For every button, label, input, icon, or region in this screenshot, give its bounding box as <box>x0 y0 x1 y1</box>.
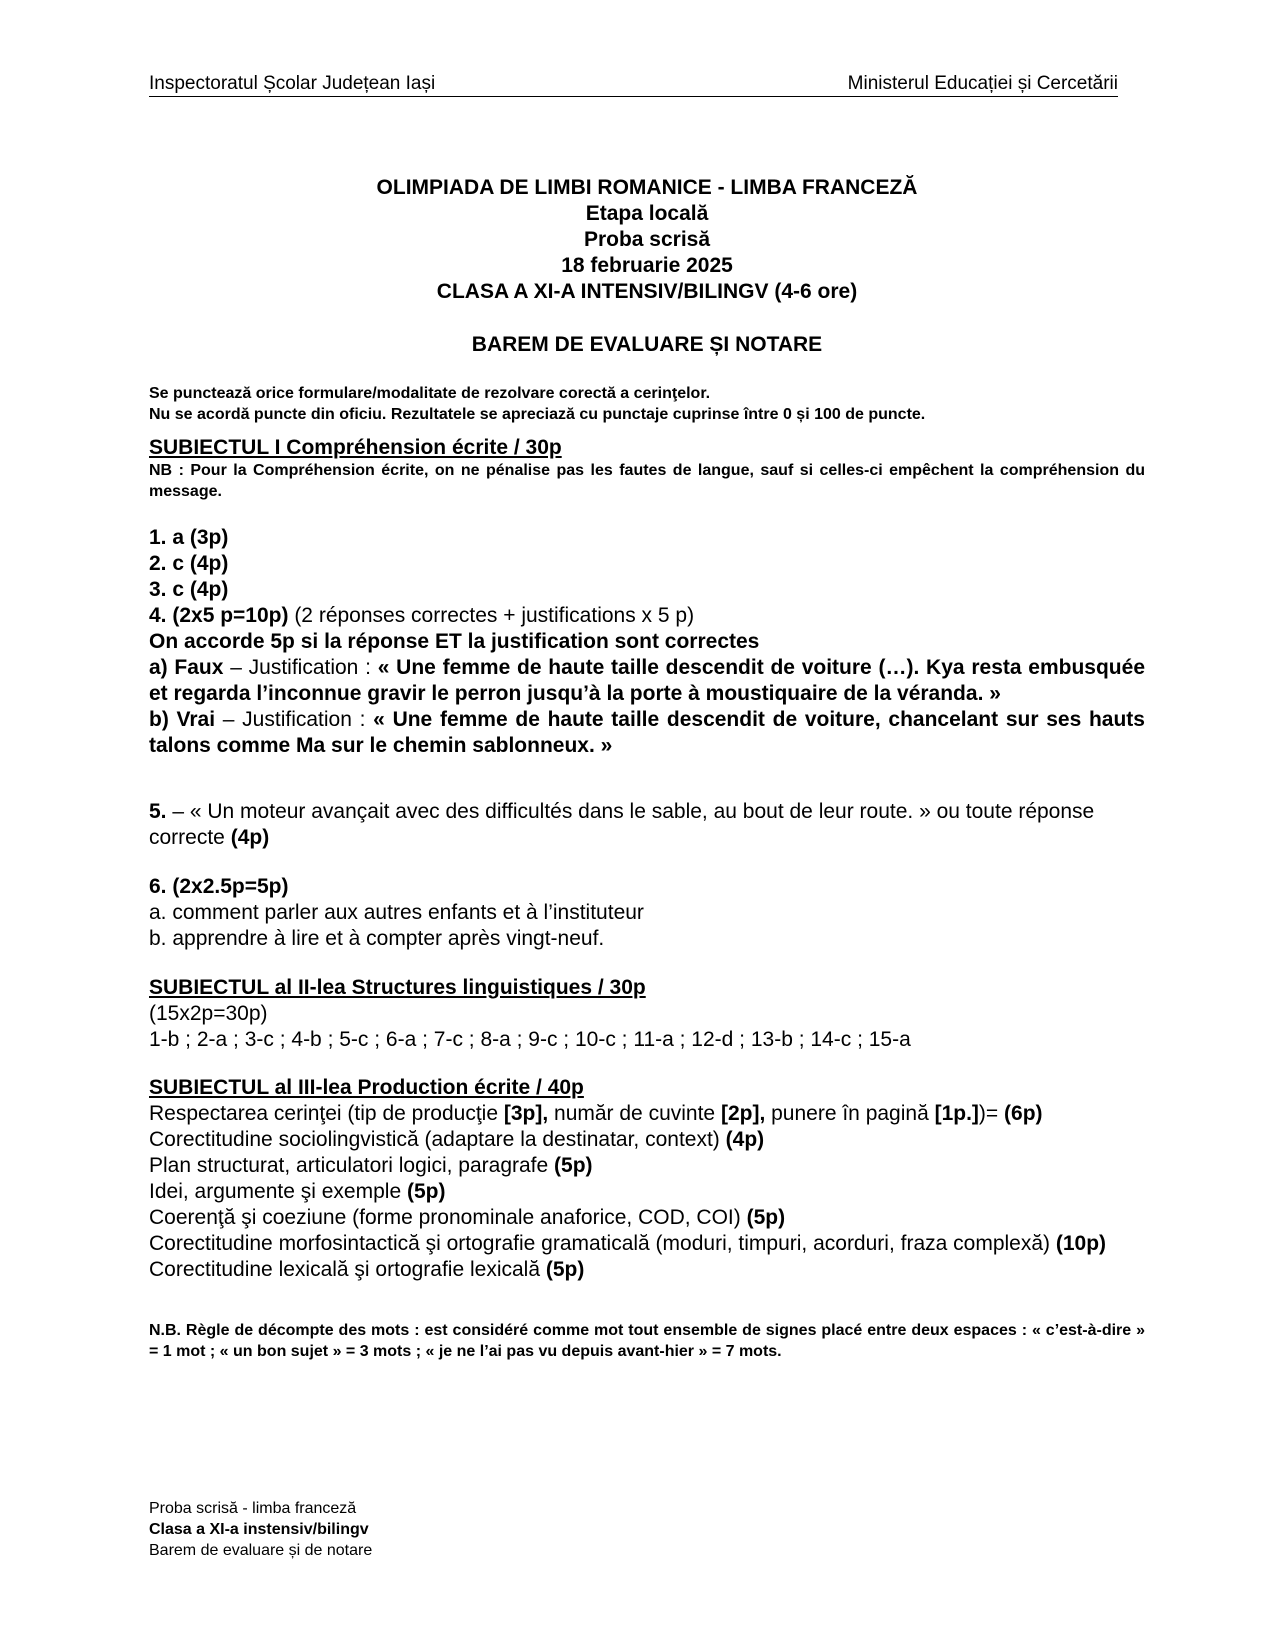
answer-5: 5. – « Un moteur avançait avec des difficultés dans le sable, au bout de leur route. » ou toute réponse correcte (4p) <box>149 800 1095 849</box>
subject-2-points: (15x2p=30p) <box>149 1002 268 1025</box>
barem-title: BAREM DE EVALUARE ȘI NOTARE <box>471 333 823 356</box>
criterion-4: Idei, argumente şi exemple (5p) <box>149 1180 446 1203</box>
page-header <box>149 74 1118 97</box>
answer-6 <box>149 874 1145 952</box>
header-right: Ministerul Educației și Cercetării <box>847 73 1118 94</box>
subject-3 <box>149 1075 1145 1283</box>
answer-2: 2. c (4p) <box>149 552 229 575</box>
note-line-1: Se punctează orice formulare/modalitate de rezolvare corectă a cerinţelor. <box>149 385 711 402</box>
subject-1-title: SUBIECTUL I Compréhension écrite / 30p <box>149 436 562 459</box>
answer-6a: a. comment parler aux autres enfants et à l’instituteur <box>149 901 644 924</box>
answer-4-note: On accorde 5p si la réponse ET la justification sont correctes <box>149 630 760 653</box>
title-line-3: Proba scrisă <box>583 228 711 251</box>
answer-3: 3. c (4p) <box>149 578 229 601</box>
answer-4b: b) Vrai – Justification : « Une femme de haute taille descendit de voiture, chancelant sur ses hauts talons comme Ma sur le chemin sablonneux. » <box>149 708 1145 757</box>
answer-6-title: 6. (2x2.5p=5p) <box>149 875 289 898</box>
subject-1 <box>149 436 1145 502</box>
subject-2 <box>149 975 1145 1053</box>
criterion-7: Corectitudine lexicală şi ortografie lexicală (5p) <box>149 1258 585 1281</box>
subject-2-title: SUBIECTUL al II-lea Structures linguistiques / 30p <box>149 976 646 999</box>
criterion-2: Corectitudine sociolingvistică (adaptare la destinatar, context) (4p) <box>149 1128 765 1151</box>
subject-3-title: SUBIECTUL al III-lea Production écrite / 40p <box>149 1076 584 1099</box>
title-line-2: Etapa locală <box>585 202 709 225</box>
header-left: Inspectoratul Școlar Județean Iași <box>149 73 436 94</box>
footer-line-1: Proba scrisă - limba franceză <box>149 1500 357 1517</box>
criterion-5: Coerenţă şi coeziune (forme pronominale anaforice, COD, COI) (5p) <box>149 1206 786 1229</box>
answer-1: 1. a (3p) <box>149 526 229 549</box>
footer-line-3: Barem de evaluare și de notare <box>149 1542 373 1559</box>
criterion-1: Respectarea cerinţei (tip de producţie [3p], număr de cuvinte [2p], punere în pagină [1p.])= (6p) <box>149 1102 1043 1125</box>
title-line-5: CLASA A XI-A INTENSIV/BILINGV (4-6 ore) <box>436 280 858 303</box>
document-title <box>149 175 1145 305</box>
title-line-1: OLIMPIADA DE LIMBI ROMANICE - LIMBA FRANCEZĂ <box>376 176 918 199</box>
page-footer <box>149 1498 372 1561</box>
subject-1-nb: NB : Pour la Compréhension écrite, on ne pénalise pas les fautes de langue, sauf si celles-ci empêchent la compréhension du message. <box>149 462 1145 500</box>
criterion-3: Plan structurat, articulatori logici, paragrafe (5p) <box>149 1154 593 1177</box>
subject-2-answers: 1-b ; 2-a ; 3-c ; 4-b ; 5-c ; 6-a ; 7-c ; 8-a ; 9-c ; 10-c ; 11-a ; 12-d ; 13-b ; 14-c ; 15-a <box>149 1028 911 1051</box>
footer-line-2: Clasa a XI-a instensiv/bilingv <box>149 1521 369 1538</box>
answer-4a: a) Faux – Justification : « Une femme de haute taille descendit de voiture (…). Kya resta embusquée et regarda l’inconnue gravir le perron jusqu’à la porte à moustiquaire de la véranda. » <box>149 656 1145 705</box>
note-line-2: Nu se acordă puncte din oficiu. Rezultatele se apreciază cu punctaje cuprinse între 0 și 100 de puncte. <box>149 406 926 423</box>
subject-1-answers <box>149 525 1145 759</box>
answer-4: 4. (2x5 p=10p) (2 réponses correctes + justifications x 5 p) <box>149 604 695 627</box>
general-notes <box>149 383 1145 425</box>
word-count-note: N.B. Règle de décompte des mots : est considéré comme mot tout ensemble de signes placé entre deux espaces : « c’est-à-dire » = 1 mot ; « un bon sujet » = 3 mots ; « je ne l’ai pas vu depuis avant-hier » = 7 mots. <box>149 1322 1145 1360</box>
answer-6b: b. apprendre à lire et à compter après vingt-neuf. <box>149 927 605 950</box>
criterion-6: Corectitudine morfosintactică şi ortografie gramaticală (moduri, timpuri, acorduri, fraza complexă) (10p) <box>149 1232 1107 1255</box>
title-line-4: 18 februarie 2025 <box>561 254 733 277</box>
